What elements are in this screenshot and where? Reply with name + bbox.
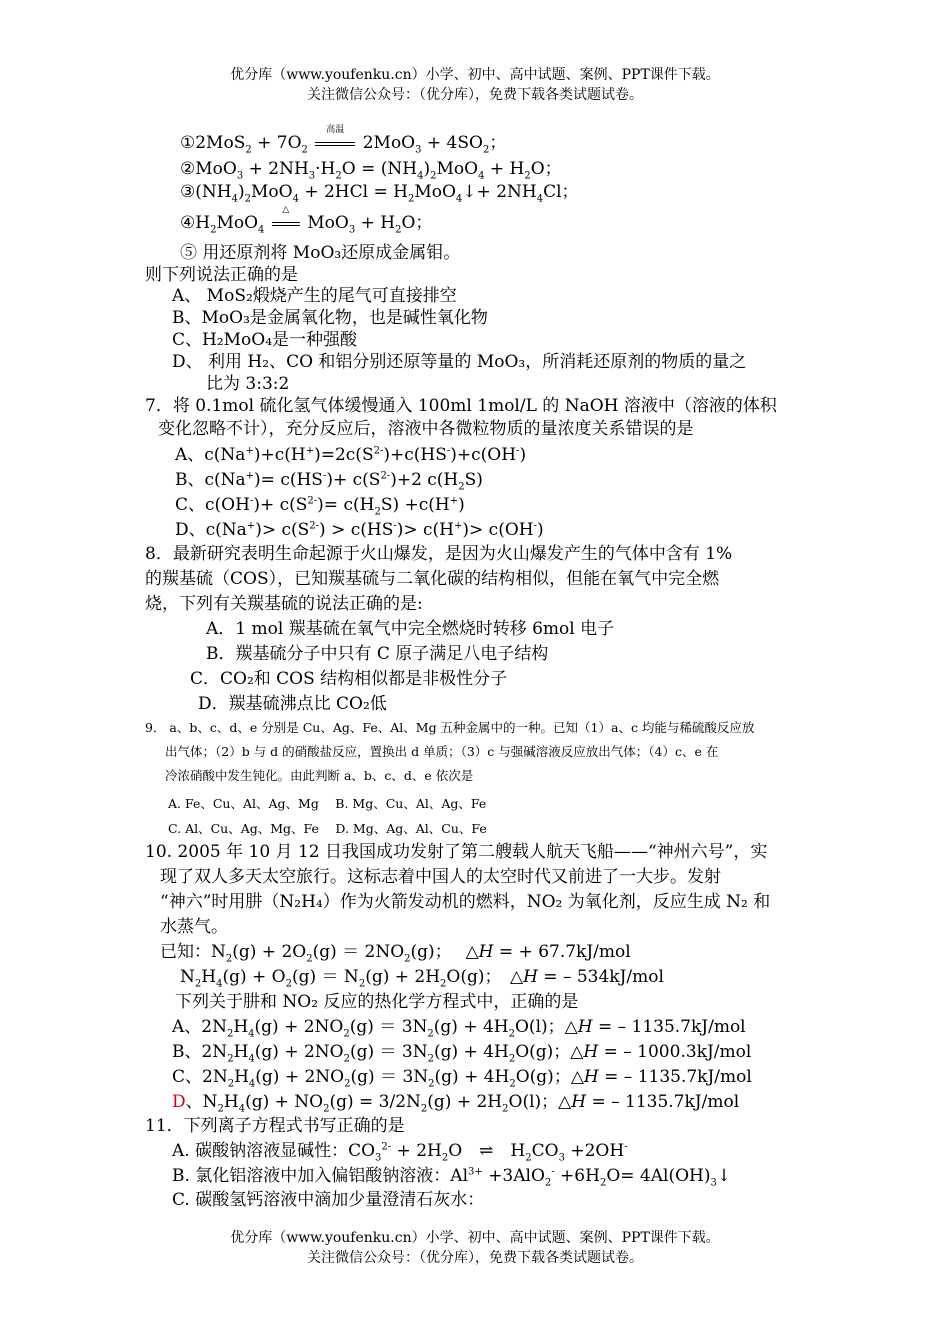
q7-option-c: C、$c(OH^-)+ c(S^{2-})= c(H_2S) +c(H^+)$ [175,495,465,518]
header-line-1: 优分库（www.youfenku.cn）小学、初中、高中试题、案例、PPT课件下载。 [230,67,720,83]
q10-known-1: 已知：$N_2(g) + 2O_2(g) = 2NO_2(g)$； △H = + 67.7kJ/mol [160,942,631,965]
q6-step1: ①2MoS$_2$ + $7O_2$ 高温 $2MoO_3 + 4SO_2$； [180,125,507,156]
q8-option-d: D．羰基硫沸点比 CO₂低 [198,694,387,714]
q8-stem-line1: 8．最新研究表明生命起源于火山爆发，是因为火山爆发产生的气体中含有 1% [145,544,733,564]
q10-stem-line4: 水蒸气。 [160,917,228,937]
q10-known-2: $N_2H_4(g) + O_2(g) = N_2(g) + 2H_2O(g)$； △H = – 534kJ/mol [180,967,664,990]
q9-options-ab: A. Fe、Cu、Al、Ag、Mg B. Mg、Cu、Al、Ag、Fe [168,796,487,811]
q6-option-d-line2: 比为 3:3:2 [206,374,290,394]
q7-option-b: B、$c(Na^+)= c(HS^-)+ c(S^{2-})+2$ $c(H_2S)$ [175,470,483,493]
q10-stem-line1: 10. 2005 年 10 月 12 日我国成功发射了第二艘载人航天飞船——“神州六号”，实 [145,842,768,862]
q7-stem-line1: 7．将 0.1mol 硫化氢气体缓慢通入 100ml 1mol/L 的 NaOH 溶液中（溶液的体积 [145,396,777,416]
q9-stem-line3: 冷浓硝酸中发生钝化。由此判断 a、b、c、d、e 依次是 [165,768,474,783]
q11-option-b: B. 氯化铝溶液中加入偏铝酸钠溶液：$Al^{3+} +3AlO_2^- +6H_2O=$ $4Al(OH)_3↓$ [172,1166,732,1189]
q10-stem-line2: 现了双人多天太空旅行。这标志着中国人的太空时代又前进了一大步。发射 [160,867,721,887]
q6-step3: $③(NH_4)_2MoO_4 + 2HCl$ = $H_2MoO_4↓+ 2NH_4Cl$； [180,182,579,205]
q6-option-a: A、 MoS₂煅烧产生的尾气可直接排空 [172,286,457,306]
q9-stem-line2: 出气体；（2）b 与 d 的硝酸盐反应，置换出 d 单质；（3）c 与强碱溶液反应放出气体；（4）c、e 在 [165,744,719,759]
q6-step5: ⑤ 用还原剂将 MoO₃还原成金属钼。 [180,243,461,263]
q10-stem-line3: “神六”时用肼（N₂H₄）作为火箭发动机的燃料，NO₂ 为氧化剂，反应生成 N₂ 和 [160,892,771,912]
q8-option-a: A．1 mol 羰基硫在氧气中完全燃烧时转移 6mol 电子 [206,619,615,639]
q11-title: 11．下列离子方程式书写正确的是 [145,1116,405,1136]
q8-option-b: B．羰基硫分子中只有 C 原子满足八电子结构 [206,644,549,664]
q10-option-a: A、$2N_2H_4(g) + 2NO_2(g) = 3N_2(g) + 4H_2O(l)$；△H = – 1135.7kJ/mol [172,1017,746,1040]
q6-option-c: C、H₂MoO₄是一种强酸 [172,330,358,350]
heat-condition: △ [270,212,302,234]
footer-line-2: 关注微信公众号：（优分库），免费下载各类试题试卷。 [307,1250,643,1266]
q11-option-c: C. 碳酸氢钙溶液中滴加少量澄清石灰水： [172,1190,485,1210]
q7-option-d: D、$c(Na^+)> c(S^{2-}) > c(HS^-)> c(H^+)> c(OH^-)$ [175,520,544,540]
q8-stem-line2: 的羰基硫（COS），已知羰基硫与二氧化碳的结构相似，但能在氧气中完全燃 [145,569,720,589]
q10-prompt: 下列关于肼和 NO₂ 反应的热化学方程式中，正确的是 [175,992,579,1012]
q8-option-c: C．CO₂和 COS 结构相似都是非极性分子 [190,669,508,689]
q6-option-b: B、MoO₃是金属氧化物，也是碱性氧化物 [172,308,488,328]
q8-stem-line3: 烧，下列有关羰基硫的说法正确的是: [145,594,423,614]
q7-option-a: A、$c(Na^+)+c(H^+)=2c(S^{2-})+c(HS^-)+c(OH^-)$ [175,445,527,465]
q6-step2: ②MoO$_3$ + $2NH_3\cdot H_2O = (NH_4)_2MoO_4 + H_2O$； [180,159,562,182]
q10-option-d: D、$N_2H_4(g) + NO_2(g) = 3/2N_2(g) + 2H_2O(l)$；△H = – 1135.7kJ/mol [172,1092,740,1115]
q6-option-d-line1: D、 利用 H₂、CO 和铝分别还原等量的 MoO₃，所消耗还原剂的物质的量之 [172,352,747,372]
high-temp-condition: 高温 [313,132,357,154]
answer-letter: D [172,1092,186,1112]
q6-prompt: 则下列说法正确的是 [145,265,298,285]
q7-stem-line2: 变化忽略不计），充分反应后，溶液中各微粒物质的量浓度关系错误的是 [158,419,694,439]
q10-option-b: B、$2N_2H_4(g) + 2NO_2(g) = 3N_2(g) + 4H_2O(g)$；△H = – 1000.3kJ/mol [172,1042,752,1065]
q10-option-c: C、$2N_2H_4(g) + 2NO_2(g) = 3N_2(g) + 4H_2O(g)$；△H = – 1135.7kJ/mol [172,1067,752,1090]
q9-stem-line1: 9． a、b、c、d、e 分别是 Cu、Ag、Fe、Al、Mg 五种金属中的一种。已知（1）a、c 均能与稀硫酸反应放 [145,720,755,735]
footer-line-1: 优分库（www.youfenku.cn）小学、初中、高中试题、案例、PPT课件下载。 [230,1230,720,1246]
header-line-2: 关注微信公众号：（优分库），免费下载各类试题试卷。 [307,87,643,103]
q9-options-cd: C. Al、Cu、Ag、Mg、Fe D. Mg、Ag、Al、Cu、Fe [168,821,487,836]
q6-step4: $④H_2MoO_4$ △ $MoO_3 + H_2O$； [180,205,433,236]
q11-option-a: A. 碳酸钠溶液显碱性：$CO_3^{2-} + 2H_2O$ ⇌ $H_2CO_3 +2OH^-$ [172,1141,628,1164]
